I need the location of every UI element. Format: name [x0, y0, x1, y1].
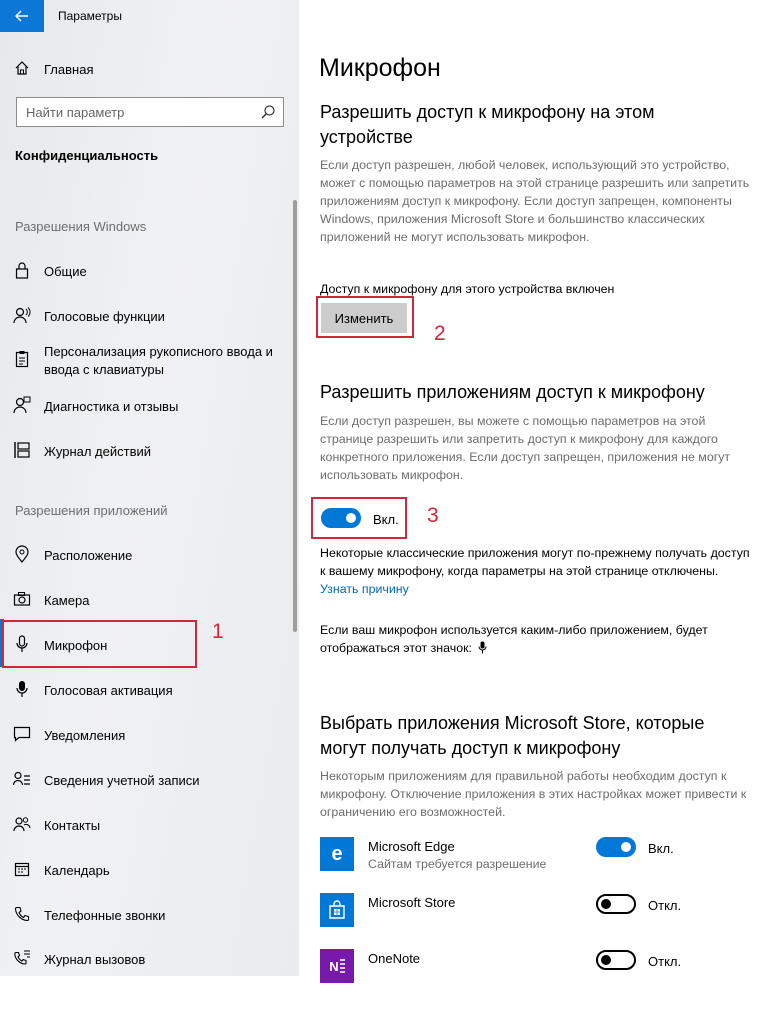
sidebar — [0, 0, 299, 976]
app-row-microsoft-edge — [299, 837, 766, 877]
sidebar-item-label: Календарь — [44, 863, 110, 878]
account-info-icon — [12, 769, 32, 789]
app-name: Microsoft Store — [368, 895, 456, 910]
sidebar-item-label: Персонализация рукописного ввода и ввода с клавиатуры — [44, 344, 273, 377]
classic-apps-note — [320, 544, 750, 598]
search-icon[interactable] — [260, 104, 276, 120]
windows-permissions-header: Разрешения Windows — [15, 219, 147, 234]
svg-text:e: e — [331, 843, 343, 865]
learn-more-link[interactable]: Узнать причину — [320, 582, 409, 596]
clipboard-icon — [12, 349, 32, 369]
sidebar-item-phone-calls[interactable] — [0, 906, 299, 926]
sidebar-item-label: Журнал действий — [44, 444, 152, 459]
feedback-person-icon — [12, 395, 32, 415]
annotation-box-microphone — [2, 620, 197, 668]
sidebar-item-label: Микрофон — [44, 638, 108, 653]
app-toggle-microsoft-edge[interactable] — [596, 837, 636, 857]
sidebar-item-label: Журнал вызовов — [44, 952, 146, 967]
main-content — [299, 0, 766, 1024]
notification-icon — [12, 724, 32, 744]
location-pin-icon — [12, 544, 32, 564]
title-bar — [0, 0, 299, 32]
sidebar-item-calendar[interactable] — [0, 861, 299, 881]
sidebar-item-diagnostics[interactable] — [0, 397, 299, 417]
speech-person-icon — [12, 305, 32, 325]
classic-apps-note-text: Некоторые классические приложения могут по-прежнему получать доступ к вашему микрофону, когда параметры на этой странице отключены. — [320, 546, 750, 578]
sidebar-item-inking-typing[interactable] — [0, 343, 299, 379]
app-name: OneNote — [368, 951, 421, 966]
microphone-indicator-icon — [478, 641, 487, 654]
sidebar-scrollbar[interactable] — [293, 200, 297, 632]
page-title: Микрофон — [319, 54, 441, 82]
app-row-microsoft-store — [299, 893, 766, 933]
sidebar-item-camera[interactable] — [0, 591, 299, 611]
app-name: Microsoft Edge — [368, 839, 455, 854]
sidebar-item-label: Расположение — [44, 548, 133, 563]
sidebar-item-label: Голосовые функции — [44, 309, 165, 324]
device-access-description: Если доступ разрешен, любой человек, использующий это устройство, может с помощью параметров на этой странице разрешить или запретить приложениям доступ к микрофону. Если доступ запрещен, компоненты Windows, приложения Microsoft Store и большинство классических приложений не могут использовать микрофон. — [320, 158, 750, 244]
sidebar-item-activity-history[interactable] — [0, 442, 299, 462]
phone-icon — [12, 904, 32, 924]
sidebar-item-home[interactable] — [0, 56, 299, 82]
search-box[interactable] — [16, 97, 284, 127]
sidebar-item-call-history[interactable] — [0, 950, 299, 970]
contacts-icon — [12, 814, 32, 834]
section-title: Конфиденциальность — [15, 148, 159, 163]
home-label: Главная — [44, 62, 94, 77]
sidebar-item-label: Общие — [44, 264, 87, 279]
svg-text:N: N — [329, 959, 339, 974]
app-toggle-onenote[interactable] — [596, 950, 636, 970]
sidebar-item-location[interactable] — [0, 546, 299, 566]
app-access-heading: Разрешить приложениям доступ к микрофону — [320, 382, 705, 402]
calendar-icon — [12, 859, 32, 879]
sidebar-item-general[interactable] — [0, 262, 299, 282]
sidebar-item-notifications[interactable] — [0, 726, 299, 746]
sidebar-item-label: Камера — [44, 593, 90, 608]
sidebar-item-label: Контакты — [44, 818, 101, 833]
sidebar-item-voice-activation[interactable] — [0, 681, 299, 701]
annotation-number: 2 — [434, 322, 446, 345]
store-apps-heading: Выбрать приложения Microsoft Store, которые могут получать доступ к микрофону — [320, 713, 705, 758]
call-history-icon — [12, 948, 32, 968]
store-bag-icon — [320, 893, 354, 927]
app-toggle-label: Откл. — [648, 954, 682, 969]
app-subtitle: Сайтам требуется разрешение — [368, 857, 547, 871]
voice-microphone-icon — [12, 679, 32, 699]
device-access-heading: Разрешить доступ к микрофону на этом устройстве — [320, 102, 655, 147]
onenote-icon — [320, 949, 354, 983]
app-access-description: Если доступ разрешен, вы можете с помощью параметров на этой странице разрешить или запретить доступ к микрофону для каждого конкретного приложения. Если доступ запрещен, приложения не могут использовать микрофон. — [320, 414, 731, 482]
toggle-knob — [601, 955, 611, 965]
indicator-note — [320, 621, 750, 657]
timeline-icon — [12, 440, 32, 460]
app-toggle-microsoft-store[interactable] — [596, 894, 636, 914]
device-access-status: Доступ к микрофону для этого устройства включен — [320, 282, 615, 296]
sidebar-item-speech[interactable] — [0, 307, 299, 327]
annotation-box-toggle — [311, 497, 407, 539]
annotation-number: 3 — [427, 504, 439, 527]
sidebar-item-label: Уведомления — [44, 728, 126, 743]
sidebar-item-label: Телефонные звонки — [44, 908, 166, 923]
annotation-number: 1 — [212, 620, 224, 643]
indicator-note-text: Если ваш микрофон используется каким-либо приложением, будет отображаться этот значок: — [320, 623, 708, 655]
annotation-box-change — [316, 296, 414, 338]
app-toggle-label: Откл. — [648, 898, 682, 913]
store-apps-description: Некоторым приложениям для правильной работы необходим доступ к микрофону. Отключение приложения в этих настройках может привести к ограничению его возможностей. — [320, 769, 747, 819]
search-input[interactable] — [17, 98, 253, 126]
app-access-toggle-label: Вкл. — [373, 512, 399, 527]
sidebar-item-account-info[interactable] — [0, 771, 299, 791]
app-row-onenote — [299, 949, 766, 989]
sidebar-item-contacts[interactable] — [0, 816, 299, 836]
sidebar-item-label: Сведения учетной записи — [44, 773, 200, 788]
back-button[interactable] — [0, 0, 44, 32]
home-icon — [12, 58, 32, 78]
app-permissions-header: Разрешения приложений — [15, 503, 168, 518]
arrow-left-icon — [15, 10, 29, 22]
camera-icon — [12, 589, 32, 609]
toggle-knob — [621, 842, 631, 852]
edge-icon — [320, 837, 354, 871]
change-button[interactable]: Изменить — [321, 303, 407, 333]
app-title: Параметры — [58, 9, 122, 23]
lock-icon — [12, 260, 32, 280]
sidebar-item-label: Диагностика и отзывы — [44, 399, 179, 414]
sidebar-item-label: Голосовая активация — [44, 683, 173, 698]
app-toggle-label: Вкл. — [648, 841, 674, 856]
toggle-knob — [601, 899, 611, 909]
